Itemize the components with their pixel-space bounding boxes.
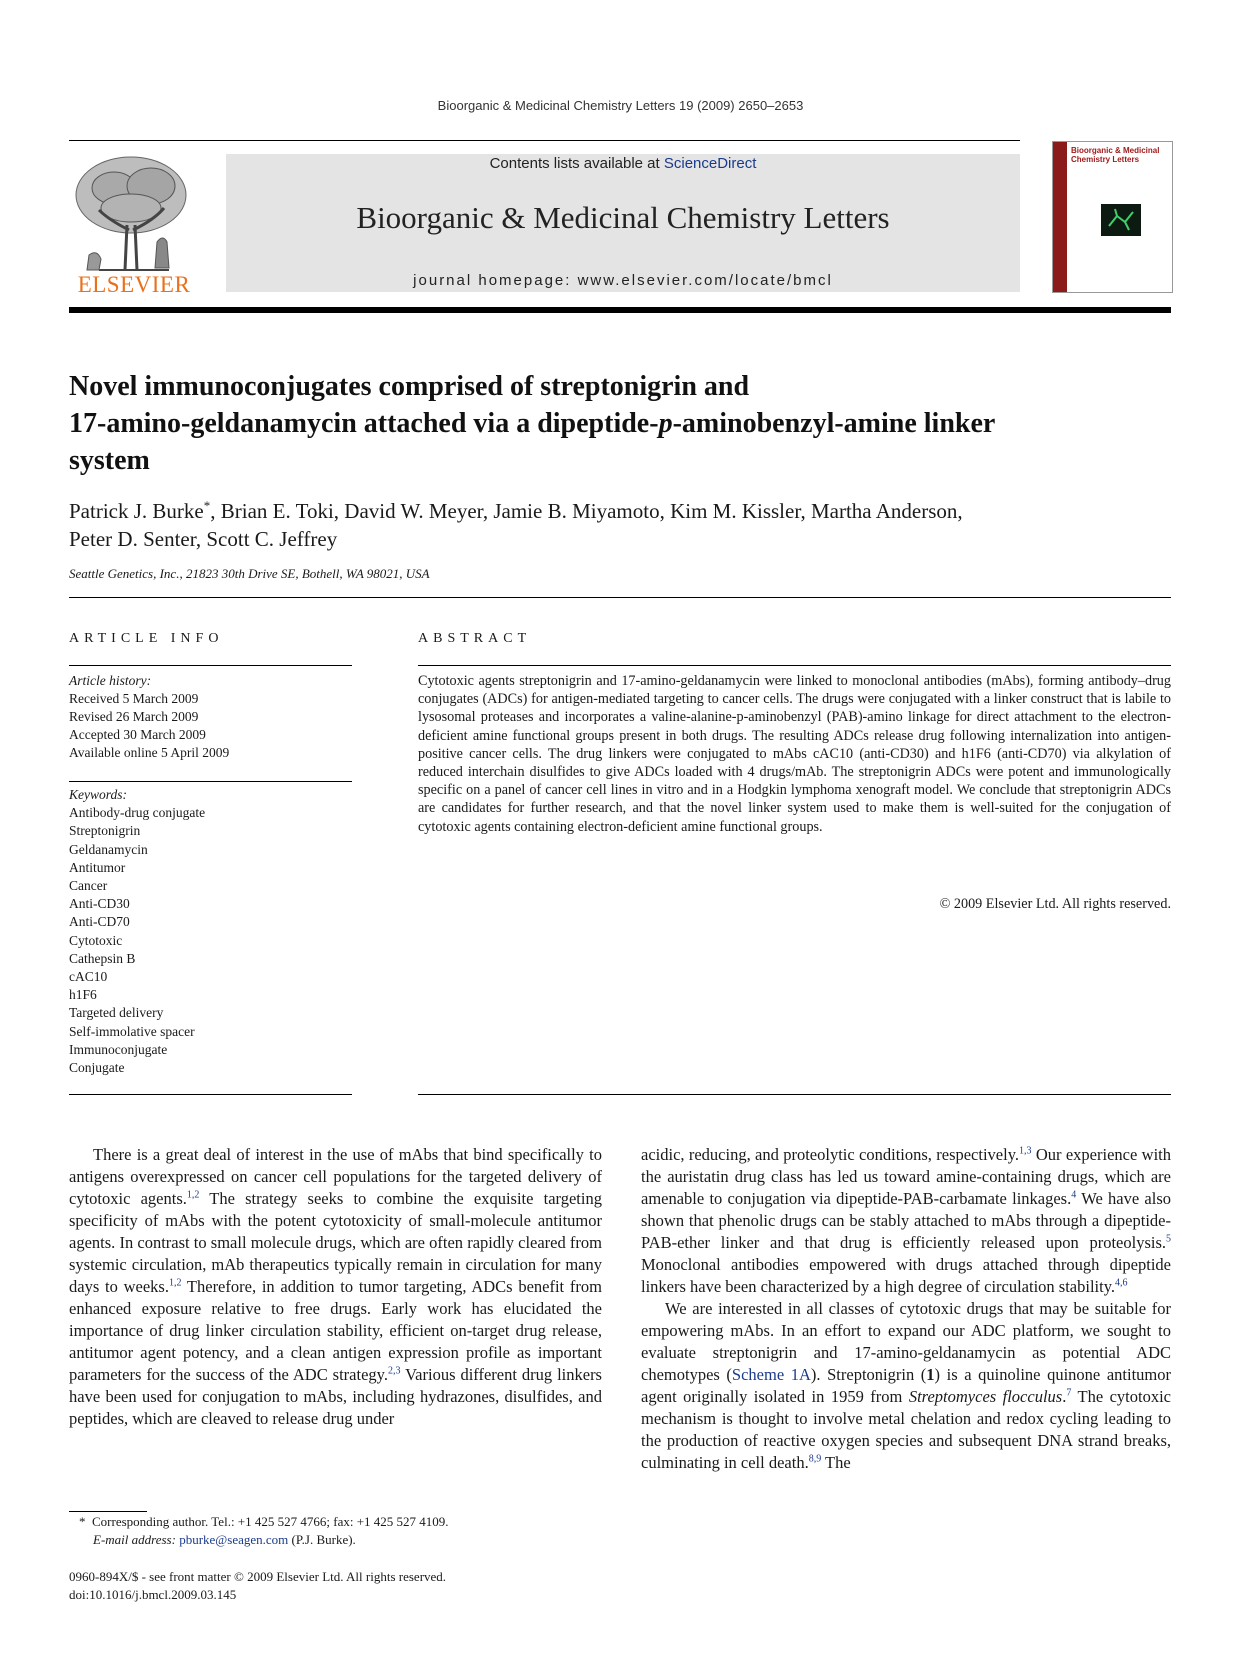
author-list [69,497,1179,553]
first-author[interactable]: Patrick J. Burke [69,499,204,523]
citation-link[interactable]: 8,9 [808,1453,822,1465]
keywords-rule [69,1094,352,1095]
title-line-3: system [69,445,150,476]
text-span: . [1062,1387,1067,1406]
species-name: Streptomyces flocculus [908,1387,1063,1406]
keywords-label: Keywords: [69,787,127,802]
doi[interactable]: doi:10.1016/j.bmcl.2009.03.145 [69,1587,237,1602]
section-rule [69,597,1171,598]
journal-reference: Bioorganic & Medicinal Chemistry Letters 19 (2009) 2650–2653 [437,98,804,113]
abstract-copyright: © 2009 Elsevier Ltd. All rights reserved. [939,896,1171,912]
text-span: Various different drug linkers have been used for conjugation to mAbs, including hydrazones, disulfides, and peptides, which are cleaved to release drug under [69,1365,602,1428]
molecule-image-icon [1101,204,1141,236]
front-matter-line: 0960-894X/$ - see front matter © 2009 Elsevier Ltd. All rights reserved. [69,1569,447,1584]
body-paragraph [641,1298,1171,1474]
email-suffix: (P.J. Burke). [288,1532,356,1547]
contents-line [226,155,1020,172]
title-line-2 [69,405,1179,442]
title-italic: p [658,408,673,439]
footnote-mark: * [79,1514,86,1529]
footnote-rule [69,1511,147,1512]
abstract-bottom-rule [418,1094,1171,1095]
title-line-1: Novel immunoconjugates comprised of streptonigrin and [69,371,750,402]
history-label: Article history: [69,673,152,688]
article-info-heading: ARTICLE INFO [69,631,224,646]
citation-link[interactable]: 4 [1071,1189,1077,1201]
text-span: The [821,1453,851,1472]
header-rule [69,140,1020,141]
journal-title: Bioorganic & Medicinal Chemistry Letters [356,200,890,235]
body-column-2 [641,1144,1171,1474]
citation-link[interactable]: 1,2 [168,1277,182,1289]
citation-link[interactable]: 5 [1166,1233,1171,1245]
footnote [69,1513,629,1549]
corresponding-info: Corresponding author. Tel.: +1 425 527 4766; fax: +1 425 527 4109. [92,1514,449,1529]
affiliation: Seattle Genetics, Inc., 21823 30th Drive SE, Bothell, WA 98021, USA [69,566,430,581]
abstract-rule [418,665,1171,666]
abstract-heading: ABSTRACT [418,631,532,646]
keyword: Anti-CD70 [69,914,130,930]
title-line-2a: 17-amino-geldanamycin attached via a dipeptide- [69,408,659,439]
cover-spine [1053,142,1067,292]
article-history [69,672,229,762]
text-span: The cytotoxic mechanism is thought to involve metal chelation and redox cycling leading to the production of reactive oxygen species and subsequent DNA strand breaks, culminating in cell death. [641,1387,1171,1472]
cover-title: Bioorganic & Medicinal Chemistry Letters [1071,146,1160,164]
journal-cover-thumbnail[interactable] [1052,141,1173,293]
abstract-text: Cytotoxic agents streptonigrin and 17-amino-geldanamycin were linked to monoclonal antibodies (mAbs), forming antibody–drug conjugates (ADCs) for antigen-mediated targeting to cancer cells. The drugs were conjugated with a linker construct that is labile to lysosomal proteases and incorporates a valine-alanine-p-aminobenzyl (PAB)-amino linkage for direct attachment to the electron-deficient amine functional groups present in both drugs. The resulting ADCs release drug following internalization into antigen-positive cancer cells. The drug linkers were conjugated to mAbs cAC10 (anti-CD30) and h1F6 (anti-CD70) via alkylation of reduced interchain disulfides to give ADCs loaded with 4 drugs/mAb. The streptonigrin ADCs were potent and immunologically specific on a panel of cancer cell lines in vitro and in a Hodgkin lymphoma xenograft model. We conclude that streptonigrin ADCs are candidates for further research, and that the novel linker system used to make them is well-suited for the conjugation of cytotoxic agents containing electron-deficient amine functional groups. [418,673,1171,835]
keywords [69,786,205,1077]
text-span: We are interested in all classes of cytotoxic drugs that may be suitable for empowering mAbs. In an effort to expand our ADC platform, we sought to evaluate streptonigrin and 17-amino-geldanamycin as potential ADC chemotypes ( [641,1299,1171,1384]
keyword: Conjugate [69,1060,125,1076]
citation-link[interactable]: 1,3 [1019,1145,1032,1157]
history-rule [69,781,352,782]
email-link[interactable]: pburke@seagen.com [179,1532,289,1547]
text-span: acidic, reducing, and proteolytic conditions, respectively. [641,1145,1020,1164]
accepted-date: Accepted 30 March 2009 [69,727,206,742]
keyword: Geldanamycin [69,841,148,857]
journal-homepage[interactable]: journal homepage: www.elsevier.com/locate/bmcl [413,272,833,289]
keyword: cAC10 [69,969,108,985]
text-span: ) is a quinoline quinone antitumor agent originally isolated in 1959 from [641,1365,1171,1406]
header-thick-rule [69,307,1171,313]
text-span: ). Streptonigrin ( [810,1365,927,1384]
email-label: E-mail address: [93,1532,180,1547]
citation-link[interactable]: 2,3 [387,1365,401,1377]
body-column-1 [69,1144,602,1430]
authors-line-2: Peter D. Senter, Scott C. Jeffrey [69,527,338,551]
online-date: Available online 5 April 2009 [69,745,230,760]
citation-link[interactable]: 7 [1066,1387,1072,1399]
keyword: Cytotoxic [69,932,123,948]
body-paragraph [641,1144,1171,1298]
authors-rest: , Brian E. Toki, David W. Meyer, Jamie B. Miyamoto, Kim M. Kissler, Martha Anderson, [210,499,963,523]
elsevier-logo[interactable] [69,150,199,295]
body-paragraph [69,1144,602,1430]
keyword: Antibody-drug conjugate [69,805,206,821]
text-span: There is a great deal of interest in the use of mAbs that bind specifically to antigens overexpressed on cancer cell populations for the targeted delivery of cytotoxic agents. [69,1145,602,1208]
keyword: Targeted delivery [69,1005,164,1021]
text-span: The strategy seeks to combine the exquisite targeting specificity of mAbs with the potent cytotoxicity of small-molecule antitumor agents. In contrast to small molecule drugs, which are often rapidly cleared from systemic circulation, mAb therapeutics typically remain in circulation for many days to weeks. [69,1189,602,1296]
citation-link[interactable]: 1,2 [186,1189,200,1201]
article-info-rule [69,665,352,666]
received-date: Received 5 March 2009 [69,691,199,706]
title-line-2b: -aminobenzyl-amine linker [672,408,996,439]
text-span: Therefore, in addition to tumor targeting, ADCs benefit from enhanced exposure relative to free drugs. Early work has elucidated the importance of drug linker circulation stability, efficient on-target drug release, antitumor agent potency, and a clean antigen expression profile as important parameters for the success of the ADC strategy. [69,1277,602,1384]
compound-number: 1 [926,1365,935,1384]
revised-date: Revised 26 March 2009 [69,709,199,724]
scheme-link[interactable]: Scheme 1A [731,1365,811,1384]
keyword: Immunoconjugate [69,1041,168,1057]
publisher-name: ELSEVIER [77,272,191,297]
citation-link[interactable]: 4,6 [1115,1277,1128,1289]
text-span: Our experience with the auristatin drug class has led us toward amine-containing drugs, which are amenable to conjugation via dipeptide-PAB-carbamate linkages. [641,1145,1171,1208]
article-title [69,368,1179,479]
keyword: Cathepsin B [69,950,136,966]
text-span: We have also shown that phenolic drugs can be stably attached to mAbs through a dipeptide-PAB-ether linker and that drug is efficiently released upon proteolysis. [641,1189,1171,1252]
contents-prefix: Contents lists available at [489,155,664,172]
keyword: h1F6 [69,987,97,1003]
keyword: Self-immolative spacer [69,1023,195,1039]
keyword: Anti-CD30 [69,896,130,912]
front-matter [69,1568,446,1604]
keyword: Streptonigrin [69,823,141,839]
sciencedirect-link[interactable]: ScienceDirect [663,155,757,172]
text-span: Monoclonal antibodies empowered with drugs attached through dipeptide linkers have been characterized by a high degree of circulation stability. [641,1255,1171,1296]
corresponding-mark[interactable]: * [203,498,211,513]
keyword: Antitumor [69,859,126,875]
keyword: Cancer [69,878,108,894]
